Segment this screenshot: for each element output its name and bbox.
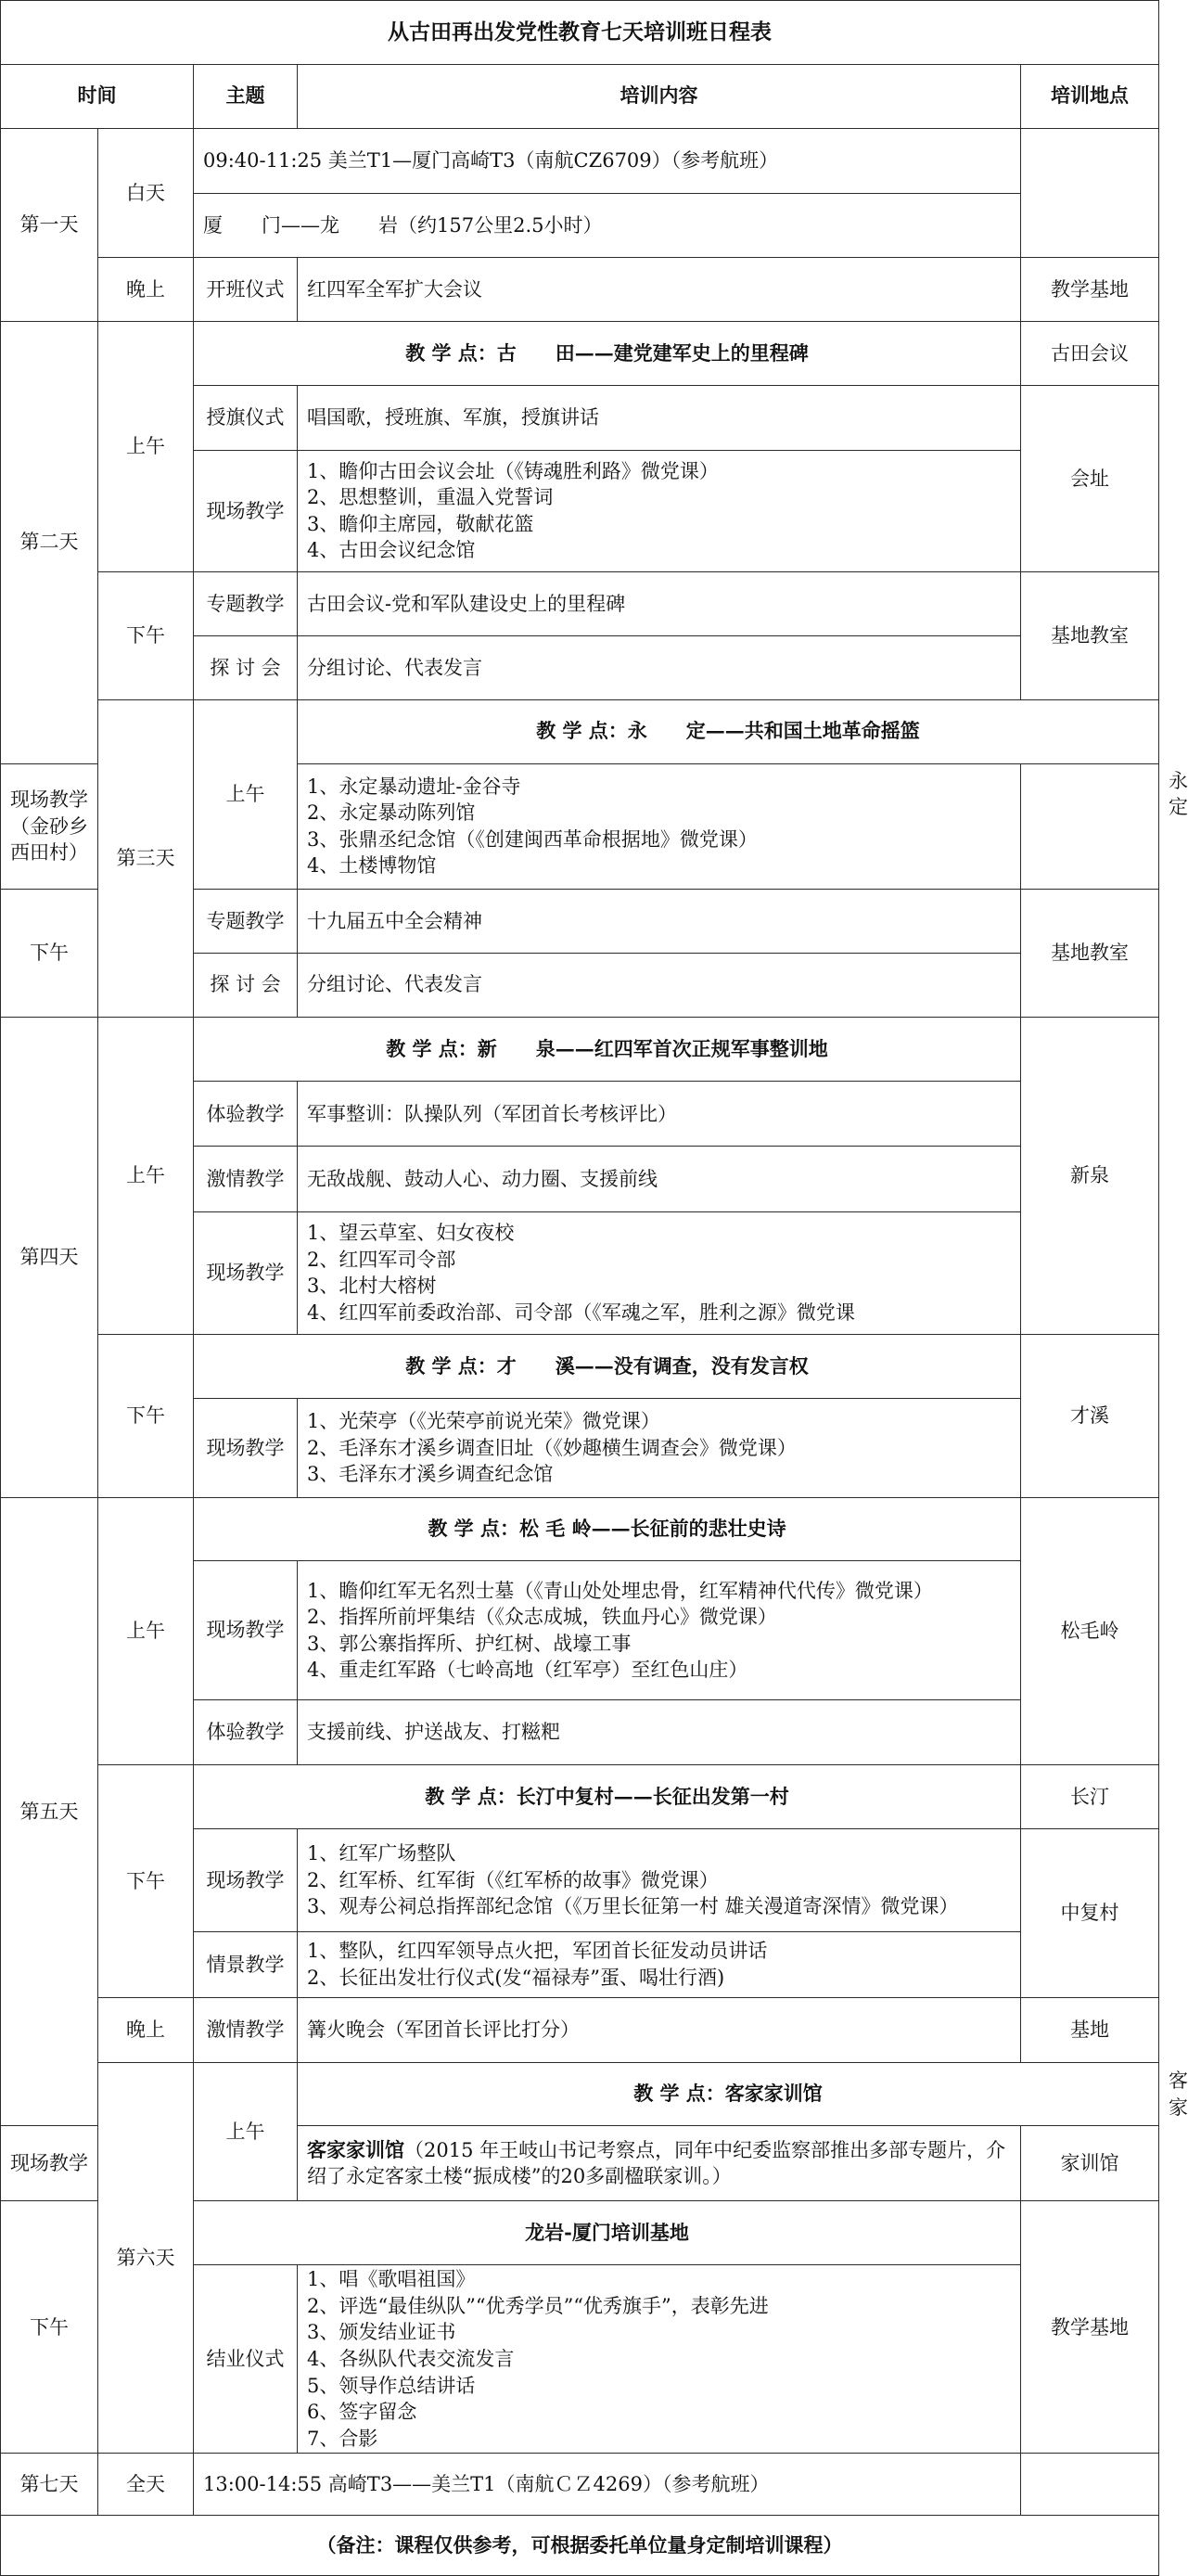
day1-evening-location: 教学基地	[1021, 258, 1159, 322]
day7-flight: 13:00-14:55 高崎T3——美兰T1（南航ＣＺ4269）（参考航班）	[194, 2454, 1021, 2516]
day4-r2-content: 无敌战舰、鼓动人心、动力圈、支援前线	[298, 1147, 1021, 1212]
day6-r1-theme: 现场教学	[1, 2126, 98, 2201]
list-item: 2、红军桥、红军街（《红军桥的故事》微党课）	[307, 1868, 719, 1891]
list-item: 3、郭公寨指挥所、护红树、战壕工事	[307, 1632, 632, 1655]
day4-r1-theme: 体验教学	[194, 1082, 298, 1147]
day7-label: 第七天	[1, 2454, 98, 2516]
day4-r4-content	[298, 1399, 1021, 1497]
day4-teaching-point-1: 教 学 点：新 泉——红四军首次正规军事整训地	[194, 1017, 1021, 1082]
list-item: 1、光荣亭（《光荣亭前说光荣》微党课）	[307, 1410, 660, 1433]
list-item: 1、瞻仰红军无名烈士墓（《青山处处埋忠骨，红军精神代代传》微党课）	[307, 1579, 933, 1602]
day2-teaching-point: 教 学 点：古 田——建党建军史上的里程碑	[194, 322, 1021, 386]
day5-r2-content: 支援前线、护送战友、打糍粑	[298, 1700, 1021, 1765]
day5-pm-location: 中复村	[1021, 1828, 1159, 1997]
day4-am: 上午	[98, 1017, 194, 1334]
day6-r2-content	[298, 2265, 1021, 2454]
day2-r1-theme: 授旗仪式	[194, 385, 298, 450]
day5-pm: 下午	[98, 1764, 194, 1997]
day5-am: 上午	[98, 1497, 194, 1764]
day3-r3-content: 分组讨论、代表发言	[298, 953, 1021, 1017]
list-item: 3、观寿公祠总指挥部纪念馆（《万里长征第一村 雄关漫道寄深情》微党课）	[307, 1895, 959, 1918]
day2-am: 上午	[98, 322, 194, 572]
day2-r4-content: 分组讨论、代表发言	[298, 635, 1021, 699]
day1-label: 第一天	[1, 128, 98, 321]
day2-pm-location: 基地教室	[1021, 572, 1159, 700]
list-item: 1、唱《歌唱祖国》	[307, 2268, 476, 2291]
header-time: 时间	[1, 64, 194, 128]
day6-r1-content	[298, 2126, 1021, 2201]
day5-r2-theme: 体验教学	[194, 1700, 298, 1765]
list-item: 2、评选“最佳纵队”“优秀学员”“优秀旗手”，表彰先进	[307, 2294, 769, 2317]
list-item: 3、北村大榕树	[307, 1275, 437, 1298]
list-item: 1、永定暴动遗址-金谷寺	[307, 775, 521, 798]
day3-label: 第三天	[98, 699, 194, 1017]
day4-pm: 下午	[98, 1334, 194, 1497]
list-item: 4、重走红军路（七岭高地（红军亭）至红色山庄）	[307, 1659, 748, 1682]
day3-pm-location: 基地教室	[1021, 890, 1159, 1018]
day1-evening-content: 红四军全军扩大会议	[298, 258, 1021, 322]
day4-r4-theme: 现场教学	[194, 1399, 298, 1497]
list-item: 4、红四军前委政治部、司令部（《军魂之军，胜利之源》微党课	[307, 1301, 855, 1324]
list-item: 4、古田会议纪念馆	[307, 539, 476, 562]
day5-r5-theme: 激情教学	[194, 1997, 298, 2062]
day4-r3-theme: 现场教学	[194, 1212, 298, 1335]
day5-r4-theme: 情景教学	[194, 1932, 298, 1998]
day6-am-location: 家训馆	[1021, 2126, 1159, 2201]
list-item: 2、红四军司令部	[307, 1248, 456, 1271]
page-title: 从古田再出发党性教育七天培训班日程表	[1, 1, 1159, 65]
day4-pm-location: 才溪	[1021, 1334, 1159, 1497]
list-item: 2、指挥所前坪集结（《众志成城，铁血丹心》微党课）	[307, 1606, 777, 1629]
day1-day-location	[1021, 128, 1159, 258]
day4-r1-content: 军事整训：队操队列（军团首长考核评比）	[298, 1082, 1021, 1147]
day6-am: 上午	[194, 2062, 298, 2201]
list-item: 6、签字留念	[307, 2401, 417, 2424]
day5-r1-theme: 现场教学	[194, 1561, 298, 1700]
day3-r1-content	[298, 763, 1021, 890]
day5-r3-content	[298, 1828, 1021, 1931]
day4-am-location: 新泉	[1021, 1017, 1159, 1334]
day2-r3-theme: 专题教学	[194, 572, 298, 636]
header-theme: 主题	[194, 64, 298, 128]
day2-am-location: 会址	[1021, 385, 1159, 571]
list-item: 4、土楼博物馆	[307, 854, 437, 878]
list-item: 1、望云草室、妇女夜校	[307, 1222, 515, 1245]
list-item: 1、瞻仰古田会议会址（《铸魂胜利路》微党课）	[307, 459, 719, 482]
day2-label: 第二天	[1, 322, 98, 764]
day6-pm: 下午	[1, 2201, 98, 2454]
list-item: 3、瞻仰主席园，敬献花篮	[307, 512, 534, 535]
day6-teaching-point-1: 教 学 点：客家家训馆	[298, 2062, 1159, 2126]
list-item: 3、毛泽东才溪乡调查纪念馆	[307, 1463, 554, 1486]
day5-evening-location: 基地	[1021, 1997, 1159, 2062]
day4-r3-content	[298, 1212, 1021, 1335]
list-item: 2、思想整训，重温入党誓词	[307, 486, 554, 509]
day5-teaching-point-2: 教 学 点：长汀中复村——长征出发第一村	[194, 1764, 1021, 1828]
day2-pm: 下午	[98, 572, 194, 700]
day1-evening: 晚上	[98, 258, 194, 322]
day7-location	[1021, 2454, 1159, 2516]
day4-label: 第四天	[1, 1017, 98, 1497]
day5-r1-content	[298, 1561, 1021, 1700]
footer-note: （备注：课程仅供参考，可根据委托单位量身定制培训课程）	[1, 2516, 1159, 2576]
day6-r2-theme: 结业仪式	[194, 2265, 298, 2454]
day3-teaching-point: 教 学 点：永 定——共和国土地革命摇篮	[298, 699, 1159, 763]
day2-r2-content	[298, 450, 1021, 572]
day2-r4-theme: 探 讨 会	[194, 635, 298, 699]
day2-point-location: 古田会议	[1021, 322, 1159, 386]
day6-label: 第六天	[98, 2062, 194, 2454]
day3-r2-theme: 专题教学	[194, 890, 298, 954]
day5-r3-theme: 现场教学	[194, 1828, 298, 1931]
day4-r2-theme: 激情教学	[194, 1147, 298, 1212]
day3-r2-content: 十九届五中全会精神	[298, 890, 1021, 954]
day5-evening: 晚上	[98, 1997, 194, 2062]
schedule-table: 从古田再出发党性教育七天培训班日程表 时间 主题 培训内容 培训地点 第一天 白天 09:40-11:25 美兰T1—厦门高崎T3（南航CZ6709）（参考航班） 厦 门——龙 岩（约157公里2.5小时） 晚上 开班仪式 红四军全军扩大会议 教学基地 第二天 上午 教 学 点：古 田——建党建军史上的里程碑 古田会议 授旗仪式 唱国歌，授班旗、军旗，授旗讲话 会址 现场教学 1、瞻仰古田会议会址（《铸魂胜利路》微党课） 2、思想整训，重温入党誓词 3、瞻仰主席园，敬献花篮 4、古田会议纪念馆 下午 专题教学 古田会议-党和军队建设史上的里程碑 基地教室 探 讨 会 分组讨论、代表发言 第三天 上午 教 学 点：永 定——共和国土地革命摇篮 永定 现场教学（金砂乡西田村） 1、永定暴动遗址-金谷寺 2、永定暴动陈列馆 3、张鼎丞纪念馆（《创建闽西革命根据地》微党课） 4、土楼博物馆 下午 专题教学 十九届五中全会精神 基地教室 探 讨 会 分组讨论、代表发言 第四天 上午 教 学 点：新 泉——红四军首次正规军事整训地 新泉 体验教学 军事整训：队操队列（军团首长考核评比） 激情教学 无敌战舰、鼓动人心、动力圈、支援前线 现场教学 1、望云草室、妇女夜校 2、红四军司令部 3、北村大榕树 4、红四军前委政治部、司令部（《军魂之军，胜利之源》微党课 下午 教 学 点：才 溪——没有调查，没有发言权 才溪 现场教学 1、光荣亭（《光荣亭前说光荣》微党课） 2、毛泽东才溪乡调查旧址（《妙趣横生调查会》微党课） 3、毛泽东才溪乡调查纪念馆 第五天 上午 教 学 点：松 毛 岭——长征前的悲壮史诗 松毛岭 现场教学 1、瞻仰红军无名烈士墓（《青山处处埋忠骨，红军精神代代传》微党课） 2、指挥所前坪集结（《众志成城，铁血丹心》微党课） 3、郭公寨指挥所、护红树、战壕工事 4、重走红军路（七岭高地（红军亭）至红色山庄） 体验教学 支援前线、护送战友、打糍粑 下午 教 学 点：长汀中复村——长征出发第一村 长汀 现场教学 1、红军广场整队 2、红军桥、红军街（《红军桥的故事》微党课） 3、观寿公祠总指挥部纪念馆（《万里长征第一村 雄关漫道寄深情》微党课） 中复村 情景教学 1、整队，红四军领导点火把，军团首长征发动员讲话 2、长征出发壮行仪式(发“福禄寿”蛋、喝壮行酒) 晚上 激情教学 篝火晚会（军团首长评比打分） 基地 第六天 上午 教 学 点：客家家训馆 客家 现场教学 客家家训馆（2015 年王岐山书记考察点，同年中纪委监察部推出多部专题片，介绍了永定客家土楼“振成楼”的20多副楹联家训。） 家训馆 下午 龙岩-厦门培训基地 教学基地 结业仪式 1、唱《歌唱祖国》 2、评选“最佳纵队”“优秀学员”“优秀旗手”，表彰先进 3、颁发结业证书 4、各纵队代表交流发言 5、领导作总结讲话 6、签字留念 7、合影 第七天 全天 13:00-14:55 高崎T3——美兰T1（南航ＣＺ4269）（参考航班） （备注：课程仅供参考，可根据委托单位量身定制培训课程）	[0, 0, 1159, 2576]
day5-label: 第五天	[1, 1497, 98, 2126]
day3-r3-theme: 探 讨 会	[194, 953, 298, 1017]
header-content: 培训内容	[298, 64, 1021, 128]
list-item: 2、毛泽东才溪乡调查旧址（《妙趣横生调查会》微党课）	[307, 1436, 797, 1459]
day5-teaching-point-1: 教 学 点：松 毛 岭——长征前的悲壮史诗	[194, 1497, 1021, 1561]
day5-point-location: 长汀	[1021, 1764, 1159, 1828]
day2-r2-theme: 现场教学	[194, 450, 298, 572]
list-item: 1、红军广场整队	[307, 1842, 456, 1865]
day3-am: 上午	[194, 699, 298, 889]
day5-r4-content	[298, 1932, 1021, 1998]
list-item: 2、长征出发壮行仪式(发“福禄寿”蛋、喝壮行酒)	[307, 1966, 725, 1989]
day6-r1-rest: （2015 年王岐山书记考察点，同年中纪委监察部推出多部专题片，介绍了永定客家土楼“振成楼”的20多副楹联家训。）	[307, 2138, 1006, 2188]
list-item: 1、整队，红四军领导点火把，军团首长征发动员讲话	[307, 1940, 768, 1963]
list-item: 4、各纵队代表交流发言	[307, 2347, 515, 2370]
day3-pm: 下午	[1, 890, 98, 1018]
day6-r1-bold: 客家家训馆	[307, 2137, 404, 2161]
list-item: 3、张鼎丞纪念馆（《创建闽西革命根据地》微党课）	[307, 827, 758, 851]
day5-am-location: 松毛岭	[1021, 1497, 1159, 1764]
day4-teaching-point-2: 教 学 点：才 溪——没有调查，没有发言权	[194, 1334, 1021, 1399]
day1-flight: 09:40-11:25 美兰T1—厦门高崎T3（南航CZ6709）（参考航班）	[194, 128, 1021, 194]
list-item: 7、合影	[307, 2427, 378, 2450]
day5-r5-content: 篝火晚会（军团首长评比打分）	[298, 1997, 1021, 2062]
list-item: 3、颁发结业证书	[307, 2321, 456, 2344]
day2-r3-content: 古田会议-党和军队建设史上的里程碑	[298, 572, 1021, 636]
header-location: 培训地点	[1021, 64, 1159, 128]
day7-period: 全天	[98, 2454, 194, 2516]
day1-period-day: 白天	[98, 128, 194, 258]
day1-route: 厦 门——龙 岩（约157公里2.5小时）	[194, 194, 1021, 258]
list-item: 5、领导作总结讲话	[307, 2374, 476, 2397]
day3-r1-theme: 现场教学（金砂乡西田村）	[1, 763, 98, 890]
day6-pm-location: 教学基地	[1021, 2201, 1159, 2454]
day2-r1-content: 唱国歌，授班旗、军旗，授旗讲话	[298, 385, 1021, 450]
day1-evening-theme: 开班仪式	[194, 258, 298, 322]
day6-teaching-point-2: 龙岩-厦门培训基地	[194, 2201, 1021, 2265]
list-item: 2、永定暴动陈列馆	[307, 801, 476, 825]
